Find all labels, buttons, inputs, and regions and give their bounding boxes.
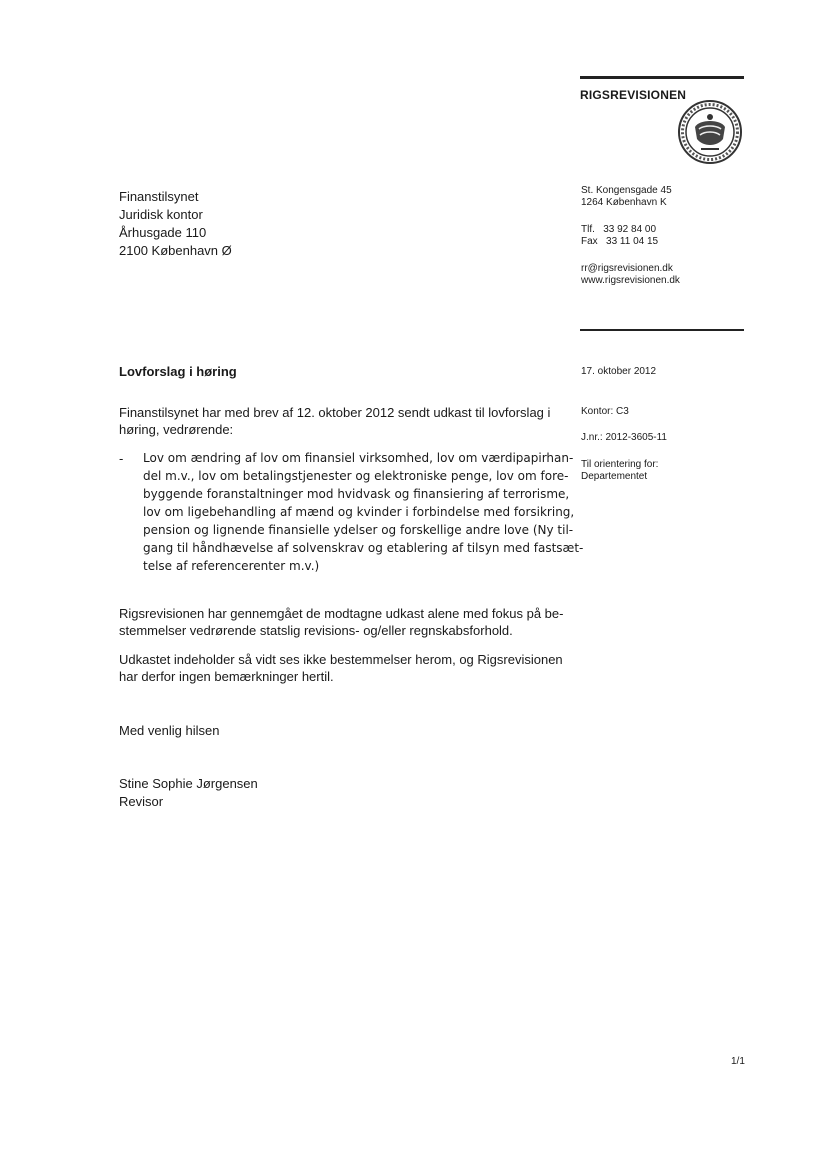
letter-date: 17. oktober 2012 <box>581 366 657 377</box>
recipient-line: 2100 København Ø <box>119 243 232 258</box>
recipient-address <box>119 188 232 260</box>
intro-line: høring, vedrørende: <box>119 422 234 437</box>
contact-street: St. Kongensgade 45 <box>581 185 672 196</box>
bullet-line: pension og lignende finansielle ydelser og forskellige andre love (Ny til- <box>143 523 574 537</box>
review-paragraph <box>119 605 564 639</box>
conclusion-line: har derfor ingen bemærkninger hertil. <box>119 669 334 684</box>
recipient-line: Finanstilsynet <box>119 189 199 204</box>
conclusion-line: Udkastet indeholder så vidt ses ikke bestemmelser herom, og Rigsrevisionen <box>119 652 563 667</box>
conclusion-paragraph <box>119 651 563 685</box>
letterhead-top-rule <box>580 76 744 79</box>
organization-name: RIGSREVISIONEN <box>580 88 687 102</box>
review-line: Rigsrevisionen har gennemgået de modtagne udkast alene med fokus på be- <box>119 606 564 621</box>
contact-web: www.rigsrevisionen.dk <box>581 275 680 286</box>
review-line: stemmelser vedrørende statslig revisions- og/eller regnskabsforhold. <box>119 623 513 638</box>
bullet-line: telse af referencerenter m.v.) <box>143 559 320 573</box>
bullet-line: Lov om ændring af lov om finansiel virksomhed, lov om værdipapirhan- <box>143 451 574 465</box>
letter-subject: Lovforslag i høring <box>119 364 237 379</box>
greeting: Med venlig hilsen <box>119 723 220 738</box>
journal-number: J.nr.: 2012-3605-11 <box>581 432 667 443</box>
signer-title: Revisor <box>119 794 164 809</box>
bullet-marker: - <box>119 451 124 466</box>
royal-seal-logo <box>677 99 743 165</box>
intro-paragraph <box>119 404 559 438</box>
bullet-line: gang til håndhævelse af solvenskrav og etablering af tilsyn med fastsæt- <box>143 541 584 555</box>
page-number: 1/1 <box>731 1056 745 1067</box>
signer-name: Stine Sophie Jørgensen <box>119 776 258 791</box>
bullet-item-text <box>143 449 584 575</box>
kontor-reference: Kontor: C3 <box>581 406 629 417</box>
orientering-label: Til orientering for: <box>581 459 659 470</box>
bullet-line: del m.v., lov om betalingstjenester og elektroniske penge, lov om fore- <box>143 469 569 483</box>
bullet-line: lov om ligebehandling af mænd og kvinder i forbindelse med forsikring, <box>143 505 575 519</box>
recipient-line: Århusgade 110 <box>119 225 207 240</box>
orientering-value: Departementet <box>581 471 648 482</box>
intro-line: Finanstilsynet har med brev af 12. oktober 2012 sendt udkast til lovforslag i <box>119 405 551 420</box>
contact-email: rr@rigsrevisionen.dk <box>581 263 673 274</box>
contact-fax: Fax 33 11 04 15 <box>581 236 659 247</box>
contact-postal: 1264 København K <box>581 197 667 208</box>
contact-phone: Tlf. 33 92 84 00 <box>581 224 657 235</box>
letterhead-bottom-rule <box>580 329 744 331</box>
bullet-line: byggende foranstaltninger mod hvidvask og finansiering af terrorisme, <box>143 487 570 501</box>
recipient-line: Juridisk kontor <box>119 207 203 222</box>
